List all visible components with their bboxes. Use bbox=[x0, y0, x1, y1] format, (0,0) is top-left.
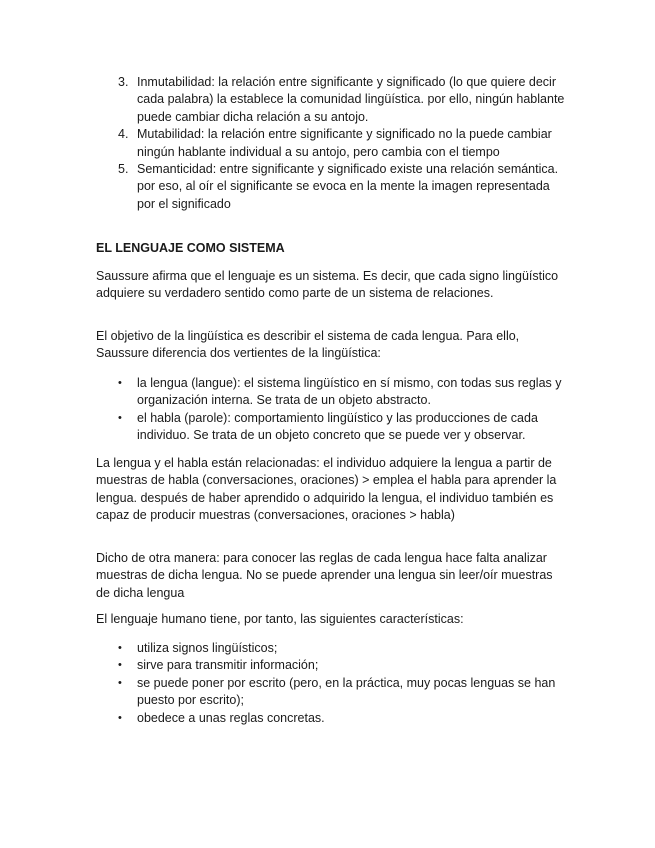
paragraph-dicho: Dicho de otra manera: para conocer las reglas de cada lengua hace falta analizar muestras de dicha lengua. No se puede aprender una lengua sin leer/oír muestras de dicha lengua bbox=[96, 551, 553, 600]
list-item-text: obedece a unas reglas concretas. bbox=[137, 710, 325, 725]
section-heading: EL LENGUAJE COMO SISTEMA bbox=[96, 241, 285, 255]
list-item bbox=[96, 375, 566, 410]
bullet-icon: • bbox=[118, 676, 122, 689]
list-item bbox=[96, 410, 566, 445]
list-item-text: utiliza signos lingüísticos; bbox=[137, 641, 278, 655]
list-item bbox=[96, 126, 566, 161]
list-item bbox=[96, 640, 566, 657]
list-item-text: sirve para transmitir información; bbox=[137, 658, 319, 673]
paragraph-caracteristicas-intro: El lenguaje humano tiene, por tanto, las siguientes características: bbox=[96, 612, 464, 626]
bullet-list-caracteristicas bbox=[96, 640, 566, 727]
list-number: 4. bbox=[118, 127, 129, 142]
bullet-icon: • bbox=[118, 642, 122, 654]
list-item-text: el habla (parole): comportamiento lingüístico y las producciones de cada individuo. Se trata de un objeto concreto que se puede ver y observar. bbox=[137, 410, 538, 443]
list-item-text: Semanticidad: entre significante y significado existe una relación semántica. por eso, al oír el significante se evoca en la mente la imagen representada por el significado bbox=[137, 162, 559, 211]
paragraph-lengua-habla: La lengua y el habla están relacionadas: el individuo adquiere la lengua a partir de muestras de habla (conversaciones, oraciones) > emplea el habla para aprender la lengua. después de haber aprendido o adquirido la lengua, el individuo también es capaz de producir muestras (conversaciones, oraciones > habla) bbox=[96, 456, 557, 523]
list-item bbox=[96, 675, 566, 710]
list-item-text: Mutabilidad: la relación entre significante y significado no la puede cambiar ningún hablante individual a su antojo, pero cambia con el tiempo bbox=[137, 127, 552, 159]
list-number: 3. bbox=[118, 75, 129, 89]
list-item-text: la lengua (langue): el sistema lingüístico en sí mismo, con todas sus reglas y organización interna. Se trata de un objeto abstracto. bbox=[137, 376, 562, 408]
list-item-text: Inmutabilidad: la relación entre significante y significado (lo que quiere decir cada palabra) la establece la comunidad lingüística. por ello, ningún hablante puede cambiar dicha relación a su antojo. bbox=[137, 75, 565, 124]
bullet-icon: • bbox=[118, 377, 122, 389]
bullet-icon: • bbox=[118, 411, 122, 424]
bullet-icon: • bbox=[118, 659, 122, 672]
list-item bbox=[96, 657, 566, 674]
list-item bbox=[96, 710, 566, 727]
list-number: 5. bbox=[118, 162, 129, 177]
list-item-text: se puede poner por escrito (pero, en la práctica, muy pocas lenguas se han puesto por escrito); bbox=[137, 675, 556, 708]
paragraph-objetivo: El objetivo de la lingüística es describir el sistema de cada lengua. Para ello, Saussure diferencia dos vertientes de la lingüística: bbox=[96, 329, 520, 361]
list-item bbox=[96, 74, 566, 126]
bullet-list-vertientes bbox=[96, 375, 566, 445]
paragraph-sistema: Saussure afirma que el lenguaje es un sistema. Es decir, que cada signo lingüístico adquiere su verdadero sentido como parte de un sistema de relaciones. bbox=[96, 269, 559, 301]
numbered-list bbox=[96, 74, 566, 213]
bullet-icon: • bbox=[118, 711, 122, 724]
list-item bbox=[96, 161, 566, 213]
